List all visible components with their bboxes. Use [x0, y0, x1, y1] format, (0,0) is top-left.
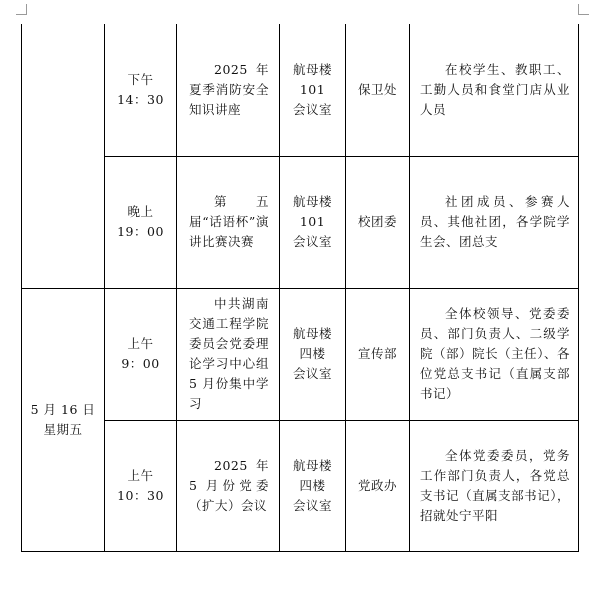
place-building: 航母楼 [292, 457, 332, 473]
topic-text: 2025 年夏季消防安全知识讲座 [189, 61, 269, 117]
time-period: 上午 [127, 336, 154, 351]
time-clock: 19：00 [117, 224, 164, 239]
time-period: 晚上 [127, 204, 154, 219]
topic-cell [177, 420, 280, 551]
place-cell [280, 420, 346, 551]
topic-text: 中共湖南交通工程学院委员会党委理论学习中心组 5 月份集中学习 [189, 296, 269, 411]
table-row [22, 156, 579, 288]
topic-cell [177, 288, 280, 420]
time-clock: 14：30 [117, 91, 164, 107]
time-cell [105, 420, 177, 551]
topic-cell [177, 24, 280, 156]
place-building: 航母楼 [292, 326, 332, 341]
topic-text: 第五届“话语杯”演讲比赛决赛 [189, 194, 269, 249]
table-row [22, 420, 579, 551]
place-room: 会议室 [292, 101, 332, 117]
time-cell [105, 24, 177, 156]
place-cell [280, 288, 346, 420]
place-room: 会议室 [292, 234, 332, 249]
place-room: 会议室 [292, 366, 332, 381]
dept-text: 宣传部 [357, 346, 397, 361]
date-cell [22, 288, 105, 551]
date-cell-empty [22, 24, 105, 288]
topic-cell [177, 156, 280, 288]
date-weekday: 星期五 [43, 421, 83, 437]
place-floor: 四楼 [299, 477, 326, 493]
table-row [22, 24, 579, 156]
place-building: 航母楼 [292, 61, 332, 77]
dept-cell [346, 156, 410, 288]
place-floor: 四楼 [299, 346, 326, 361]
page-corner-mark-right [578, 4, 589, 15]
place-building: 航母楼 [292, 194, 332, 209]
place-cell [280, 156, 346, 288]
table-row [22, 288, 579, 420]
people-text: 社团成员、参赛人员、其他社团，各学院学生会、团总支 [420, 194, 570, 249]
people-cell [410, 24, 579, 156]
people-text: 全体校领导、党委委员、部门负责人、二级学院（部）院长（主任）、各位党总支书记（直属支部书记） [420, 306, 570, 401]
place-floor: 101 [299, 214, 326, 229]
dept-cell [346, 288, 410, 420]
dept-cell [346, 420, 410, 551]
time-period: 上午 [127, 467, 154, 483]
people-cell [410, 420, 579, 551]
place-cell [280, 24, 346, 156]
dept-text: 保卫处 [357, 81, 397, 97]
topic-text: 2025 年 5 月份党委（扩大）会议 [189, 457, 269, 513]
dept-cell [346, 24, 410, 156]
time-clock: 9：00 [121, 356, 160, 371]
time-period: 下午 [127, 71, 154, 87]
people-text: 全体党委委员，党务工作部门负责人，各党总支书记（直属支部书记），招就处宁平阳 [420, 447, 570, 523]
schedule-table [21, 24, 579, 552]
people-text: 在校学生、教职工、工勤人员和食堂门店从业人员 [420, 61, 570, 117]
people-cell [410, 288, 579, 420]
page-corner-mark-left [16, 4, 27, 15]
place-room: 会议室 [292, 497, 332, 513]
people-cell [410, 156, 579, 288]
time-cell [105, 156, 177, 288]
place-floor: 101 [299, 81, 326, 97]
time-clock: 10：30 [117, 487, 164, 503]
date-day: 5 月 16 日 [30, 401, 96, 417]
dept-text: 校团委 [357, 214, 397, 229]
dept-text: 党政办 [357, 477, 397, 493]
time-cell [105, 288, 177, 420]
